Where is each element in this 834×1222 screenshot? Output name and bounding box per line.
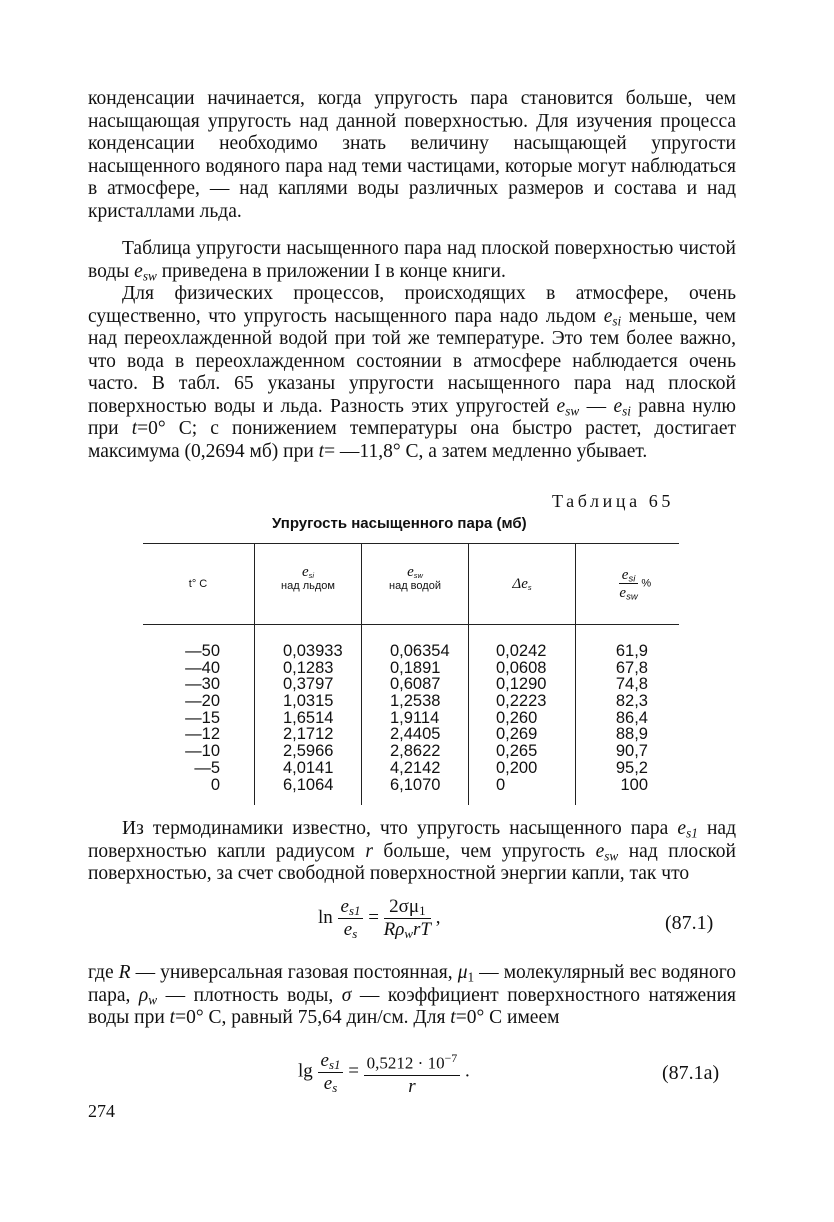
- table-cell: 86,4: [615, 708, 648, 727]
- table-cell: —40: [185, 658, 220, 677]
- table-cell: 88,9: [615, 725, 648, 744]
- table-cell: 0,269: [496, 725, 538, 744]
- table-cell: —20: [185, 692, 220, 711]
- table-cell: 0,3797: [283, 675, 334, 694]
- table-cell: 0,260: [496, 708, 538, 727]
- table-cell: 0,6087: [390, 675, 441, 694]
- paragraph-4: Из термодинамики известно, что упругость насыщенного пара $e_{s1}$ над поверхностью капли радиусом r больше, чем упругость $e_{sw}$ над плоской поверхностью, за счет свободной поверхностной энергии капли, так что: [88, 818, 736, 884]
- header-esw: $e_{sw}$ над водой: [389, 564, 441, 592]
- column-temperature: [160, 643, 220, 793]
- table-cell: 82,3: [615, 692, 648, 711]
- table-cell: —15: [185, 708, 220, 727]
- header-temperature: t° C: [188, 578, 208, 590]
- paragraph-2: Таблица упругости насыщенного пара над плоской поверхностью чистой воды $e_{sw}$ приведена в приложении I в конце книги.: [88, 238, 736, 283]
- column-delta-e: [496, 643, 566, 793]
- table-cell: 2,8622: [390, 742, 441, 761]
- table-divider-4: [575, 543, 576, 805]
- column-ratio: [598, 643, 648, 793]
- paragraph-1-text: конденсации начинается, когда упругость пара становится больше, чем насыщающая упругость над данной поверхностью. Для изучения процесса конденсации необходимо знать величину насыщающей упругости насыщенного водяного пара над теми частицами, которые могут наблюдаться в атмосфере, — над каплями воды различных размеров и состава и над кристаллами льда.: [88, 88, 736, 222]
- table-cell: —5: [194, 758, 220, 777]
- table-cell: 2,1712: [283, 725, 334, 744]
- table-cell: 2,5966: [283, 742, 334, 761]
- table-cell: —50: [185, 642, 220, 660]
- table-cell: 67,8: [615, 658, 648, 677]
- table-cell: 0,1283: [283, 658, 334, 677]
- header-delta-e: $\Delta e_s$: [512, 576, 532, 592]
- table-cell: 0,0242: [496, 642, 547, 660]
- table-cell: 1,6514: [283, 708, 334, 727]
- table-cell: 1,2538: [390, 692, 441, 711]
- paragraph-3: Для физических процессов, происходящих в атмосфере, очень существенно, что упругость насыщенного пара надо льдом $e_{si}$ меньше, чем над переохлажденной водой при той же температуре. Это тем более важно, что вода в переохлажденном состоянии в атмосфере наблюдается очень часто. В табл. 65 указаны упругости насыщенного пара над плоской поверхностью воды и льда. Разность этих упругостей $e_{sw}$ — $e_{si}$ равна нулю при t=0° С; с понижением температуры она быстро растет, достигает максимума (0,2694 мб) при t= —11,8° С, а затем медленно убывает.: [88, 283, 737, 462]
- table-cell: 0: [496, 775, 506, 794]
- table-cell: 0,200: [496, 758, 538, 777]
- table-divider-2: [361, 543, 362, 805]
- table-cell: 4,0141: [283, 758, 334, 777]
- table-cell: 0,1290: [496, 675, 547, 694]
- table-divider-3: [468, 543, 469, 805]
- table-cell: 0: [210, 775, 220, 794]
- table-cell: 0,06354: [390, 642, 450, 660]
- table-cell: 0,2223: [496, 692, 547, 711]
- table-top-rule: [143, 543, 679, 544]
- table-cell: 0,265: [496, 742, 538, 761]
- header-esi: $e_{si}$ над льдом: [281, 564, 335, 592]
- table-cell: 95,2: [615, 758, 648, 777]
- table-cell: 6,1064: [283, 775, 334, 794]
- column-esw: [390, 643, 460, 793]
- table-cell: 1,0315: [283, 692, 334, 711]
- paragraph-1: [88, 88, 736, 223]
- table-cell: 1,9114: [390, 708, 440, 727]
- equation-number-87-1a: (87.1а): [662, 1062, 720, 1084]
- table-cell: 100: [620, 775, 648, 794]
- column-esi: [283, 643, 353, 793]
- table-caption: Таблица 65: [552, 491, 674, 511]
- page-number: 274: [88, 1101, 115, 1121]
- table-cell: 61,9: [615, 642, 648, 660]
- table-cell: 2,4405: [390, 725, 441, 744]
- table-cell: 6,1070: [390, 775, 441, 794]
- table-cell: 0,0608: [496, 658, 547, 677]
- table-cell: 4,2142: [390, 758, 441, 777]
- equation-number-87-1: (87.1): [665, 912, 714, 934]
- paragraph-5: где R — универсальная газовая постоянная, $\mu_1$ — молекулярный вес водяного пара, $\rho_w$ — плотность воды, σ — коэффициент поверхностного натяжения воды при t=0° С, равный 75,64 дин/см. Для t=0° С имеем: [88, 962, 736, 1028]
- table-header-rule: [143, 624, 679, 625]
- header-ratio: $\frac{e_{si}}{e_{sw}}$ %: [619, 567, 652, 603]
- table-cell: —12: [185, 725, 220, 744]
- table-cell: —30: [185, 675, 220, 694]
- formula-87-1a: lg $\frac{e_{s1}}{e_s}$ = $\frac{0,5212 \cdot 10^{-7}}{r}$ .: [298, 1047, 470, 1098]
- formula-87-1: ln $\frac{e_{s1}}{e_s}$ = $\frac{2\sigma\mu_1}{R\rho_wrT}$ ,: [318, 896, 441, 942]
- table-cell: 0,1891: [390, 658, 441, 677]
- table-title: Упругость насыщенного пара (мб): [272, 515, 527, 532]
- table-cell: 74,8: [615, 675, 648, 694]
- table-cell: 0,03933: [283, 642, 343, 660]
- table-cell: —10: [185, 742, 220, 761]
- table-cell: 90,7: [615, 742, 648, 761]
- table-divider-1: [254, 543, 255, 805]
